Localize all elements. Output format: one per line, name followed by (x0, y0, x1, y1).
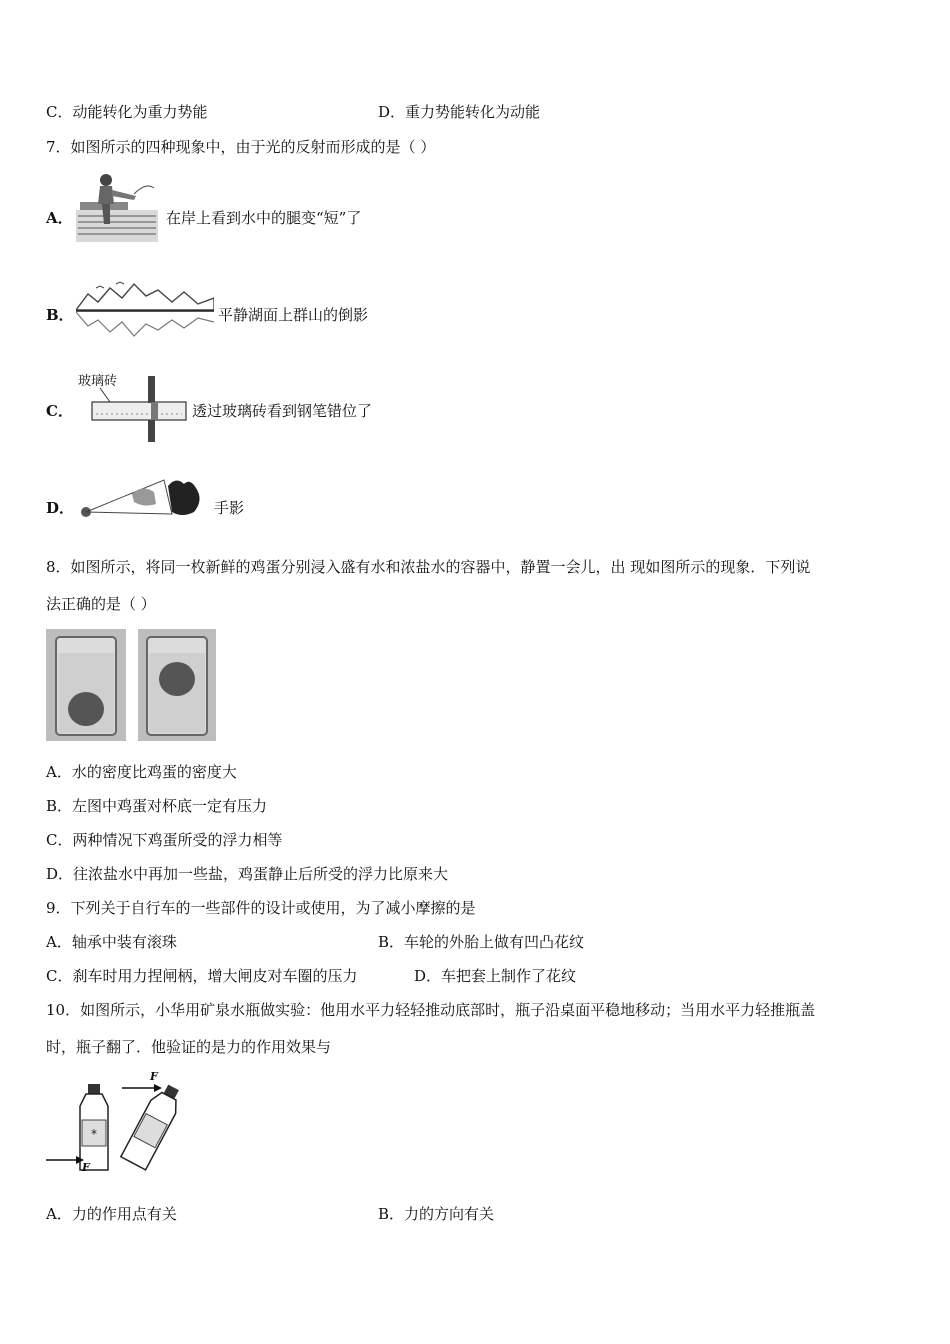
q6-option-c: C．动能转化为重力势能 (46, 103, 208, 121)
force-label-bottom: F (82, 1161, 90, 1174)
q7-option-a-letter: A． (46, 209, 73, 227)
egg-in-salt-water-figure (138, 629, 216, 741)
q9-option-b: B．车轮的外胎上做有凹凸花纹 (378, 933, 585, 951)
q7-option-a-text: 在岸上看到水中的腿变“短”了 (166, 209, 362, 227)
leg-in-water-figure (76, 172, 158, 242)
q8-stem-line2: 法正确的是（ ） (46, 595, 156, 613)
q7-option-c-letter: C． (46, 402, 73, 420)
q8-option-d: D．往浓盐水中再加一些盐，鸡蛋静止后所受的浮力比原来大 (46, 865, 449, 883)
q7-option-d-letter: D． (46, 499, 75, 517)
hand-shadow-figure (72, 474, 210, 524)
q9-stem: 9．下列关于自行车的一些部件的设计或使用，为了减小摩擦的是 (46, 899, 476, 917)
q6-option-d: D．重力势能转化为动能 (378, 103, 541, 121)
q8-option-b: B．左图中鸡蛋对杯底一定有压力 (46, 797, 268, 815)
q8-option-c: C．两种情况下鸡蛋所受的浮力相等 (46, 831, 283, 849)
q8-option-a: A．水的密度比鸡蛋的密度大 (46, 763, 237, 781)
q8-stem-line1: 8．如图所示，将同一枚新鲜的鸡蛋分别浸入盛有水和浓盐水的容器中，静置一会儿，出 现如图所示的现象．下列说 (46, 558, 811, 576)
q9-option-a: A．轴承中装有滚珠 (46, 933, 177, 951)
q10-stem-line2: 时，瓶子翻了．他验证的是力的作用效果与 (46, 1038, 332, 1056)
q7-option-c-text: 透过玻璃砖看到钢笔错位了 (192, 402, 373, 420)
svg-text:*: * (91, 1127, 97, 1141)
mountain-reflection-figure (76, 280, 214, 342)
force-label-top: F (150, 1070, 158, 1083)
egg-in-water-figure (46, 629, 126, 741)
glass-brick-pen-figure (78, 374, 188, 444)
q10-option-b: B．力的方向有关 (378, 1205, 495, 1223)
glass-brick-label: 玻璃砖 (78, 374, 118, 389)
water-bottle-figure (44, 1068, 184, 1178)
q7-option-d-text: 手影 (214, 499, 245, 517)
q7-option-b-text: 平静湖面上群山的倒影 (218, 306, 369, 324)
q10-option-a: A．力的作用点有关 (46, 1205, 177, 1223)
q7-stem: 7．如图所示的四种现象中，由于光的反射而形成的是（ ） (46, 138, 436, 156)
q10-stem-line1: 10．如图所示，小华用矿泉水瓶做实验：他用水平力轻轻推动底部时，瓶子沿桌面平稳地移动；当用水平力轻推瓶盖 (46, 1001, 816, 1019)
q9-option-c: C．刹车时用力捏闸柄，增大闸皮对车圈的压力 (46, 967, 358, 985)
q9-option-d: D．车把套上制作了花纹 (414, 967, 577, 985)
q7-option-b-letter: B． (46, 306, 74, 324)
